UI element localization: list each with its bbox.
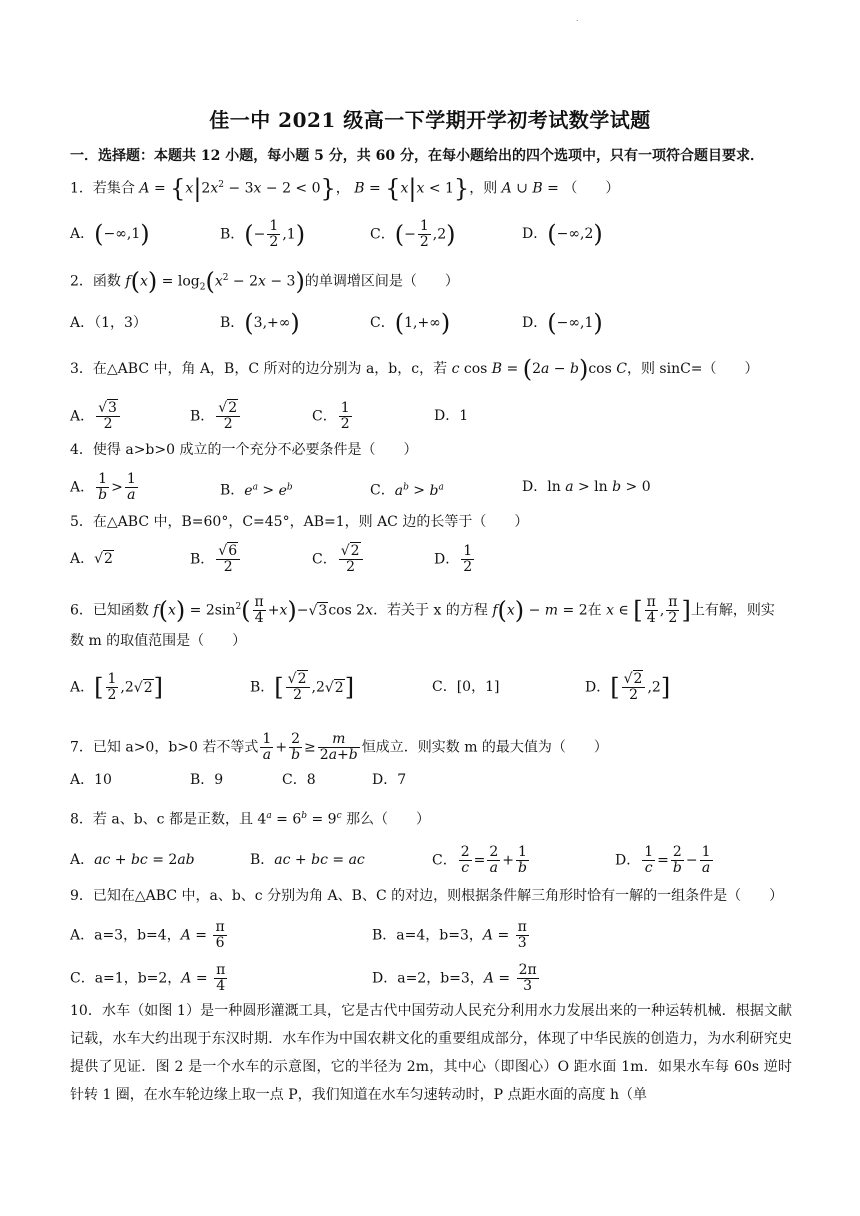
question-10: 10．水车（如图 1）是一种圆形灌溉工具，它是古代中国劳动人民充分利用水力发展出来的一种运转机械．根据文献记载，水车大约出现于东汉时期．水车作为中国农耕文化的重要组成部分，体现了中华民族的创造力，为水利研究史提供了见证．图 2 是一个水车的示意图，它的半径为 2m，其中心（即图心）O 距水面 1m．如果水车每 60s 逆时针转 1 圈，在水车轮边缘上取一点 P，我们知道在水车匀速转动时，P 点距水面的高度 h（单: [70, 1003, 792, 1103]
question-6: 6．已知函数 $f(x) = 2\sin^2$( $\frac{\pi}{4}$ +x)−√3cos 2x．若关于 x 的方程 f(x) − m = 2在 x ∈ [ $\frac{\pi}{4}$ , $\frac{\pi}{2}$ ]上有解，则实: [70, 594, 775, 626]
option-a[interactable]: A．√2: [70, 551, 113, 567]
question-6-line2: 数 m 的取值范围是（ ）: [70, 633, 247, 649]
option-a[interactable]: A．ac + bc = 2ab: [70, 852, 195, 868]
option-b[interactable]: B．$e^a > e^b$: [220, 482, 293, 499]
option-c[interactable]: C． $\frac{√2}{2}$: [312, 544, 365, 575]
option-d[interactable]: D．7: [372, 772, 407, 788]
question-7: 7．已知 a>0，b>0 若不等式 $\frac{1}{a}$ + $\frac{2}{b}$ ≥ $\frac{m}{2a+b}$ 恒成立．则实数 m 的最大值为（ ）: [70, 731, 608, 763]
option-b[interactable]: B．9: [190, 772, 224, 788]
option-c[interactable]: C．(1,+∞): [370, 309, 451, 337]
header-dot: .: [576, 14, 579, 23]
option-b[interactable]: B． $\frac{√2}{2}$: [190, 401, 242, 432]
option-a[interactable]: A．(−∞,1): [70, 220, 150, 248]
question-4: 4．使得 a>b>0 成立的一个充分不必要条件是（ ）: [70, 442, 418, 458]
option-d[interactable]: D．a=2，b=3，A = $\frac{2\pi}{3}$: [372, 962, 537, 994]
option-d[interactable]: D．(−∞,1): [522, 309, 603, 337]
option-b[interactable]: B．ac + bc = ac: [250, 852, 365, 868]
option-b[interactable]: B． $\frac{√6}{2}$: [190, 544, 242, 575]
option-b[interactable]: B．[ $\frac{√2}{2}$ ,2√2]: [250, 671, 355, 703]
option-b[interactable]: B．(− $\frac{1}{2}$ ,1): [220, 218, 306, 250]
option-a[interactable]: A． $\frac{√3}{2}$: [70, 401, 122, 432]
question-8: 8．若 a、b、c 都是正数，且 $4^a = 6^b = 9^c$ 那么（ ）: [70, 811, 431, 828]
option-c[interactable]: C．8: [282, 772, 316, 788]
question-3: 3．在△ABC 中，角 A，B，C 所对的边分别为 a，b，c，若 c cos B = (2a − b)cos C，则 sinC=（ ）: [70, 355, 759, 383]
option-d[interactable]: D．[ $\frac{√2}{2}$ ,2]: [585, 671, 671, 703]
option-a[interactable]: A．10: [70, 772, 112, 788]
option-c[interactable]: C．[0，1]: [432, 679, 500, 695]
q1-stem: 1．若集合: [70, 180, 135, 197]
option-c[interactable]: C．a=1，b=2，A = $\frac{\pi}{4}$: [70, 962, 226, 994]
option-c[interactable]: C． $\frac{1}{2}$: [312, 400, 350, 432]
option-b[interactable]: B．a=4，b=3，A = $\frac{\pi}{3}$: [372, 919, 527, 951]
option-d[interactable]: D． $\frac{1}{2}$: [434, 543, 473, 575]
option-a[interactable]: A．（1，3）: [70, 315, 147, 331]
option-d[interactable]: D． $\frac{1}{c}$ = $\frac{2}{b}$ − $\frac{1}{a}$: [615, 844, 711, 876]
question-5: 5．在△ABC 中，B=60°，C=45°，AB=1，则 AC 边的长等于（ ）: [70, 514, 529, 530]
option-c[interactable]: C．(− $\frac{1}{2}$ ,2): [370, 218, 456, 250]
option-c[interactable]: C．$a^b > b^a$: [370, 482, 444, 499]
option-a[interactable]: A． $\frac{1}{b}$ > $\frac{1}{a}$: [70, 471, 136, 503]
question-9: 9．已知在△ABC 中，a、b、c 分别为角 A、B、C 的对边，则根据条件解三角形时恰有一解的一组条件是（ ）: [70, 888, 784, 904]
question-2: 2．函数 $f(x) = \log_2(x^2 - 2x - 3)$的单调增区间是（ ）: [70, 267, 459, 296]
option-d[interactable]: D．(−∞,2): [522, 220, 603, 248]
option-d[interactable]: D．ln a > ln b > 0: [522, 479, 651, 495]
option-d[interactable]: D．1: [434, 408, 469, 424]
option-a[interactable]: A．[ $\frac{1}{2}$ ,2√2]: [70, 671, 163, 703]
option-a[interactable]: A．a=3，b=4，A = $\frac{\pi}{6}$: [70, 919, 225, 951]
section-heading: 一．选择题：本题共 12 小题，每小题 5 分，共 60 分，在每小题给出的四个选项中，只有一项符合题目要求．: [70, 148, 764, 164]
option-c[interactable]: C． $\frac{2}{c}$ = $\frac{2}{a}$ + $\frac{1}{b}$: [432, 844, 527, 876]
page-title: 佳一中 2021 级高一下学期开学初考试数学试题: [209, 108, 651, 132]
option-b[interactable]: B．(3,+∞): [220, 309, 300, 337]
question-1: 1．若集合 $A = \{x|2x^2 - 3x - 2 < 0\}$， B = {x|x < 1}，则 A ∪ B = （ ）: [70, 174, 620, 203]
